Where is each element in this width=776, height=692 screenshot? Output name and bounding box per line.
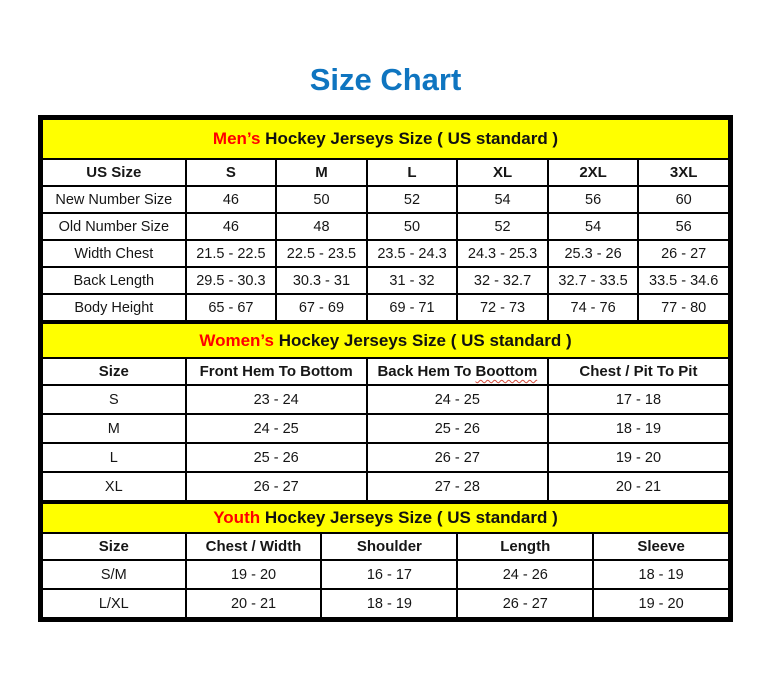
row-label: Body Height	[42, 294, 186, 321]
size-value: 18 - 19	[548, 414, 729, 443]
size-value: 25.3 - 26	[548, 240, 639, 267]
youth-section-band	[42, 503, 729, 533]
size-value: 30.3 - 31	[276, 267, 367, 294]
youth-size-table	[41, 502, 730, 619]
column-header: Front Hem To Bottom	[186, 358, 367, 385]
mens-size-table	[41, 118, 730, 322]
size-value: 60	[638, 186, 729, 213]
size-value: 26 - 27	[638, 240, 729, 267]
column-header: Shoulder	[321, 533, 457, 560]
womens-size-table	[41, 322, 730, 502]
band-highlight: Women’s	[199, 330, 274, 350]
row-label: S	[42, 385, 186, 414]
size-value: 77 - 80	[638, 294, 729, 321]
page-title: Size Chart	[309, 62, 462, 97]
size-value: 72 - 73	[457, 294, 548, 321]
size-value: 65 - 67	[186, 294, 277, 321]
size-value: 46	[186, 186, 277, 213]
size-value: 74 - 76	[548, 294, 639, 321]
size-value: 50	[276, 186, 367, 213]
column-header	[367, 358, 548, 385]
size-chart-tables	[38, 115, 733, 622]
size-value: 25 - 26	[186, 443, 367, 472]
mens-section-band	[42, 119, 729, 159]
size-value: 18 - 19	[321, 589, 457, 618]
band-text: Hockey Jerseys Size ( US standard )	[273, 330, 572, 350]
size-value: 54	[548, 213, 639, 240]
column-header: Size	[42, 358, 186, 385]
band-highlight: Men’s	[212, 129, 261, 148]
size-value: 46	[186, 213, 277, 240]
column-header: Length	[457, 533, 593, 560]
size-value: 23.5 - 24.3	[367, 240, 458, 267]
column-header: Sleeve	[593, 533, 729, 560]
size-value: 29.5 - 30.3	[186, 267, 277, 294]
table-row	[42, 294, 729, 321]
size-value: 19 - 20	[186, 560, 322, 589]
size-value: 24 - 26	[457, 560, 593, 589]
table-row	[42, 385, 729, 414]
column-header: US Size	[42, 159, 186, 186]
size-value: 56	[638, 213, 729, 240]
row-label: L	[42, 443, 186, 472]
size-value: 52	[457, 213, 548, 240]
row-label: Width Chest	[42, 240, 186, 267]
size-value: 18 - 19	[593, 560, 729, 589]
size-value: 52	[367, 186, 458, 213]
table-row	[42, 267, 729, 294]
size-value: 33.5 - 34.6	[638, 267, 729, 294]
size-value: 56	[548, 186, 639, 213]
column-header-text: Back Hem To	[377, 363, 476, 380]
table-row	[42, 589, 729, 618]
column-header: Chest / Width	[186, 533, 322, 560]
row-label: New Number Size	[42, 186, 186, 213]
size-value: 24 - 25	[367, 385, 548, 414]
size-value: 32 - 32.7	[457, 267, 548, 294]
column-header: Size	[42, 533, 186, 560]
spellcheck-underlined-word: Boottom	[475, 363, 538, 380]
column-header: 3XL	[638, 159, 729, 186]
size-value: 21.5 - 22.5	[186, 240, 277, 267]
row-label: XL	[42, 472, 186, 501]
column-header: XL	[457, 159, 548, 186]
size-value: 22.5 - 23.5	[276, 240, 367, 267]
size-value: 26 - 27	[186, 472, 367, 501]
size-value: 67 - 69	[276, 294, 367, 321]
size-value: 24 - 25	[186, 414, 367, 443]
size-value: 31 - 32	[367, 267, 458, 294]
column-header: M	[276, 159, 367, 186]
size-value: 16 - 17	[321, 560, 457, 589]
table-row	[42, 414, 729, 443]
size-value: 50	[367, 213, 458, 240]
column-header: Chest / Pit To Pit	[548, 358, 729, 385]
row-label: Back Length	[42, 267, 186, 294]
band-highlight: Youth	[213, 508, 261, 527]
row-label: Old Number Size	[42, 213, 186, 240]
column-header: L	[367, 159, 458, 186]
size-value: 20 - 21	[548, 472, 729, 501]
size-value: 54	[457, 186, 548, 213]
size-value: 20 - 21	[186, 589, 322, 618]
row-label: M	[42, 414, 186, 443]
size-value: 69 - 71	[367, 294, 458, 321]
table-row	[42, 560, 729, 589]
band-text: Hockey Jerseys Size ( US standard )	[260, 129, 559, 148]
table-row	[42, 213, 729, 240]
size-value: 26 - 27	[367, 443, 548, 472]
size-value: 48	[276, 213, 367, 240]
size-value: 27 - 28	[367, 472, 548, 501]
row-label: S/M	[42, 560, 186, 589]
size-value: 26 - 27	[457, 589, 593, 618]
womens-section-band	[42, 323, 729, 358]
size-value: 32.7 - 33.5	[548, 267, 639, 294]
column-header: 2XL	[548, 159, 639, 186]
table-row	[42, 443, 729, 472]
table-row	[42, 472, 729, 501]
band-text: Hockey Jerseys Size ( US standard )	[260, 508, 558, 527]
row-label: L/XL	[42, 589, 186, 618]
size-value: 17 - 18	[548, 385, 729, 414]
size-value: 19 - 20	[548, 443, 729, 472]
table-row	[42, 186, 729, 213]
column-header: S	[186, 159, 277, 186]
size-value: 25 - 26	[367, 414, 548, 443]
size-value: 24.3 - 25.3	[457, 240, 548, 267]
size-value: 23 - 24	[186, 385, 367, 414]
size-value: 19 - 20	[593, 589, 729, 618]
table-row	[42, 240, 729, 267]
